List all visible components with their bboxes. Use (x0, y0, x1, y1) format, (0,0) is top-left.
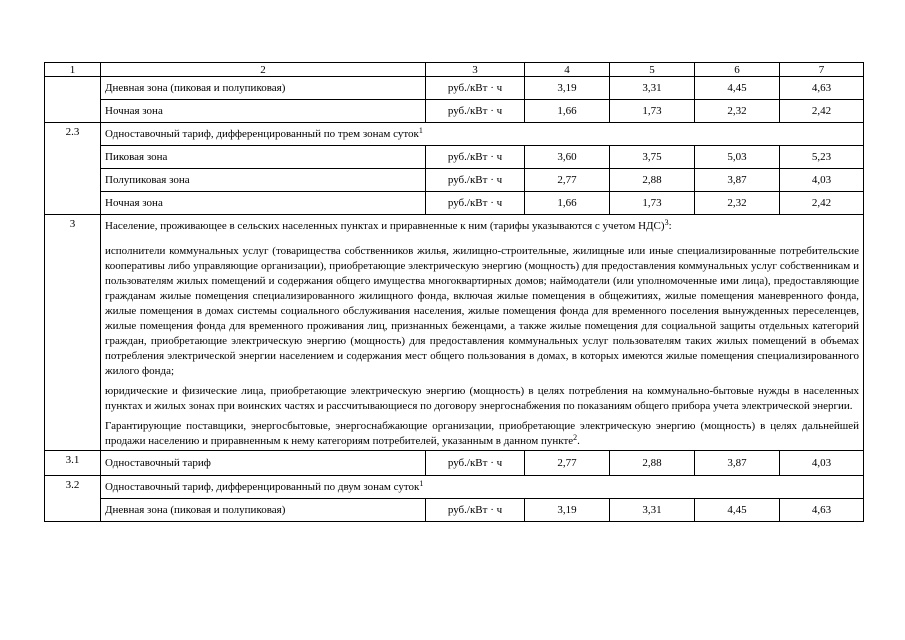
value-cell: 3,19 (525, 77, 610, 100)
value-cell: 2,77 (525, 169, 610, 192)
value-cell: 4,03 (780, 451, 864, 476)
value-cell: 1,66 (525, 192, 610, 215)
section-3-description (101, 215, 864, 451)
section-title-text: Одноставочный тариф, дифференцированный по трем зонам суток (105, 127, 419, 140)
value-cell: 5,03 (695, 146, 780, 169)
section-3-paragraph-3-text: Гарантирующие поставщики, энергосбытовые, энергоснабжающие организации, приобретающие электрическую энергию (мощность) в целях дальнейшей продажи населению и приравненным к нему категориям потребителей, указанным в данном пункте (105, 420, 859, 447)
row-number: 3.1 (45, 451, 101, 476)
header-cell: 5 (610, 63, 695, 77)
value-cell: 2,32 (695, 100, 780, 123)
value-cell: 3,19 (525, 499, 610, 522)
row-name: Одноставочный тариф (101, 451, 426, 476)
value-cell: 1,66 (525, 100, 610, 123)
value-cell: 3,31 (610, 499, 695, 522)
value-cell: 2,32 (695, 192, 780, 215)
row-name: Ночная зона (101, 192, 426, 215)
row-name: Полупиковая зона (101, 169, 426, 192)
footnote-mark: 1 (419, 478, 424, 488)
section-row-3-2 (45, 476, 864, 499)
row-unit: руб./кВт · ч (426, 169, 525, 192)
section-row-3 (45, 215, 864, 451)
header-cell: 3 (426, 63, 525, 77)
value-cell: 4,45 (695, 499, 780, 522)
footnote-mark: 3 (664, 218, 669, 227)
section-title-text: Одноставочный тариф, дифференцированный по двум зонам суток (105, 480, 420, 493)
header-row (45, 63, 864, 77)
row-number (45, 77, 101, 123)
table-row (45, 192, 864, 215)
footnote-mark: 1 (418, 125, 423, 135)
table-row (45, 77, 864, 100)
value-cell: 4,03 (780, 169, 864, 192)
row-unit: руб./кВт · ч (426, 192, 525, 215)
value-cell: 2,88 (610, 451, 695, 476)
row-name: Ночная зона (101, 100, 426, 123)
table-row (45, 499, 864, 522)
header-cell: 7 (780, 63, 864, 77)
value-cell: 4,63 (780, 499, 864, 522)
section-title (101, 476, 864, 499)
table-row (45, 100, 864, 123)
value-cell: 1,73 (610, 192, 695, 215)
value-cell: 2,42 (780, 192, 864, 215)
value-cell: 2,88 (610, 169, 695, 192)
punctuation: : (668, 220, 672, 232)
section-3-paragraph-1: исполнители коммунальных услуг (товарищества собственников жилья, жилищно-строительные, жилищные или иные специализированные потребительские кооперативы либо управляющие организации), приобретающие электрическую энергию (мощность) для предоставления коммунальных услуг собственникам и пользователям жилых помещений и содержания общего имущества многоквартирных домов; наймодатели (или уполномоченные ими лица), предоставляющие гражданам жилые помещения специализированного жилищного фонда, включая жилые помещения в общежитиях, жилые помещения маневренного фонда, жилые помещения в домах системы социального обслуживания населения, жилые помещения фонда для временного поселения вынужденных переселенцев, жилые помещения фонда для временного проживания лиц, признанных беженцами, а также жилые помещения для социальной защиты отдельных категорий граждан, приобретающие электрическую энергию (мощность) для предоставления коммунальных услуг пользователям таких жилых помещений в объемах потребления электрической энергии населением и содержания мест общего пользования в домах, в которых имеются жилые помещения специализированного жилого фонда; (105, 245, 859, 377)
section-3-lead (105, 219, 859, 234)
value-cell: 2,42 (780, 100, 864, 123)
value-cell: 3,75 (610, 146, 695, 169)
row-name: Дневная зона (пиковая и полупиковая) (101, 77, 426, 100)
header-cell: 2 (101, 63, 426, 77)
row-name: Пиковая зона (101, 146, 426, 169)
value-cell: 1,73 (610, 100, 695, 123)
value-cell: 3,31 (610, 77, 695, 100)
value-cell: 4,45 (695, 77, 780, 100)
row-unit: руб./кВт · ч (426, 77, 525, 100)
value-cell: 3,60 (525, 146, 610, 169)
value-cell: 3,87 (695, 169, 780, 192)
section-3-paragraph-3 (105, 419, 859, 449)
row-number: 3.2 (45, 476, 101, 522)
section-row-2-3 (45, 123, 864, 146)
section-3-paragraph-2: юридические и физические лица, приобретающие электрическую энергию (мощность) в целях потребления на коммунально-бытовые нужды в населенных пунктах и жилых зонах при воинских частях и рассчитывающиеся по договору энергоснабжения по показаниям общего прибора учета электрической энергии. (105, 385, 859, 412)
table-row (45, 146, 864, 169)
table-row (45, 451, 864, 476)
row-number: 3 (45, 215, 101, 451)
section-title (101, 123, 864, 146)
row-number: 2.3 (45, 123, 101, 215)
row-unit: руб./кВт · ч (426, 146, 525, 169)
row-unit: руб./кВт · ч (426, 499, 525, 522)
row-name: Дневная зона (пиковая и полупиковая) (101, 499, 426, 522)
value-cell: 4,63 (780, 77, 864, 100)
table-row (45, 169, 864, 192)
value-cell: 5,23 (780, 146, 864, 169)
row-unit: руб./кВт · ч (426, 100, 525, 123)
footnote-mark: 2 (573, 433, 578, 442)
value-cell: 2,77 (525, 451, 610, 476)
header-cell: 6 (695, 63, 780, 77)
header-cell: 1 (45, 63, 101, 77)
row-unit: руб./кВт · ч (426, 451, 525, 476)
header-cell: 4 (525, 63, 610, 77)
tariff-table (44, 62, 864, 522)
punctuation: . (577, 435, 580, 447)
value-cell: 3,87 (695, 451, 780, 476)
section-3-lead-text: Население, проживающее в сельских населенных пунктах и приравненные к ним (тарифы указываются с учетом НДС) (105, 220, 665, 232)
